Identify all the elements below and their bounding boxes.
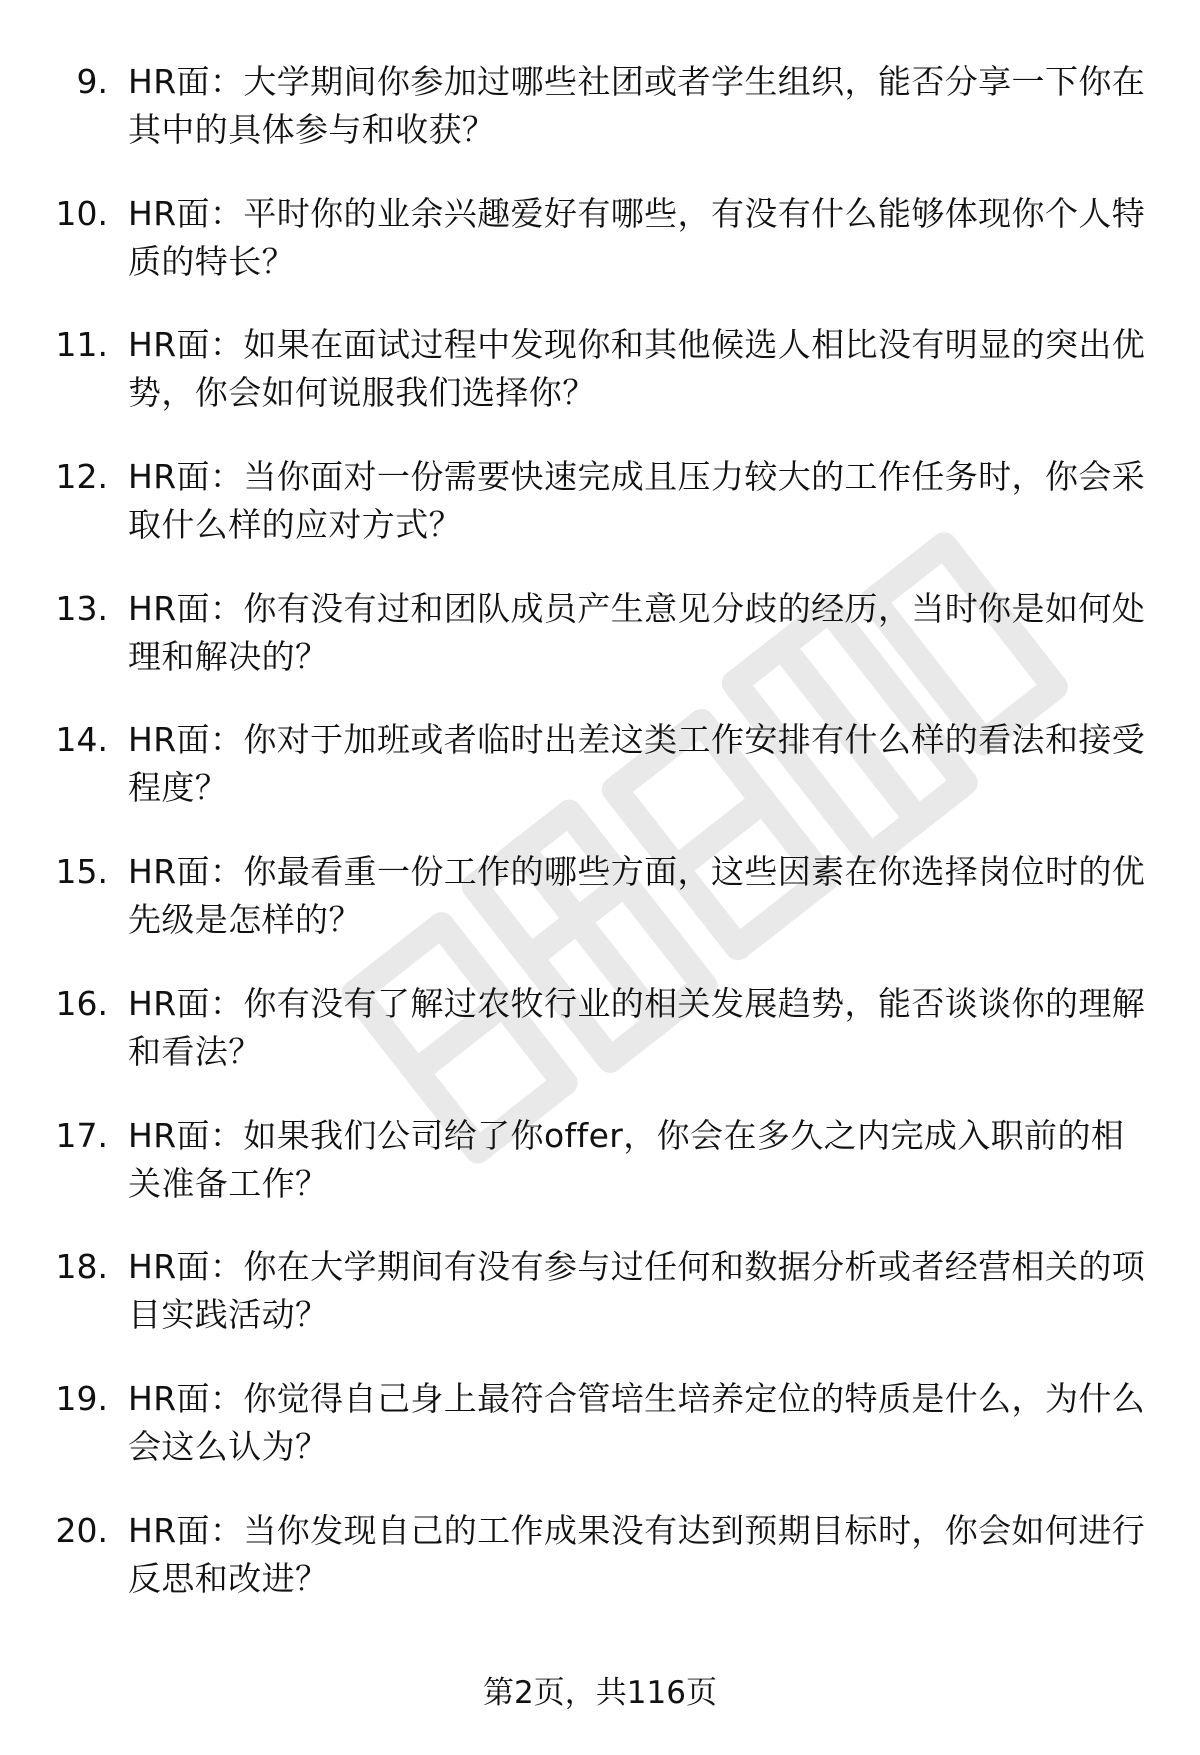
- item-number: 9.: [76, 62, 108, 101]
- item-text: HR面：你有没有了解过农牧行业的相关发展趋势，能否谈谈你的理解和看法？: [128, 983, 1146, 1071]
- item-text: HR面：当你面对一份需要快速完成且压力较大的工作任务时，你会采取什么样的应对方式？: [128, 457, 1146, 545]
- list-item: [0, 58, 1200, 190]
- item-text: HR面：你在大学期间有没有参与过任何和数据分析或者经营相关的项目实践活动？: [128, 1247, 1146, 1335]
- page-number: 第2页，共116页: [483, 1675, 717, 1711]
- list-item: [0, 321, 1200, 453]
- item-text: HR面：如果在面试过程中发现你和其他候选人相比没有明显的突出优势，你会如何说服我们选择你？: [128, 325, 1146, 413]
- list-item: [0, 1112, 1200, 1244]
- list-item: [0, 848, 1200, 980]
- item-number: 17.: [55, 1115, 108, 1155]
- item-number: 10.: [55, 193, 108, 233]
- item-text: HR面：你觉得自己身上最符合管培生培养定位的特质是什么，为什么会这么认为？: [128, 1378, 1146, 1466]
- list-item: [0, 1507, 1200, 1639]
- list-item: [0, 585, 1200, 717]
- item-number: 14.: [55, 720, 108, 760]
- list-item: [0, 453, 1200, 585]
- list-item: [0, 1243, 1200, 1375]
- item-number: 20.: [55, 1510, 108, 1550]
- item-text: HR面：平时你的业余兴趣爱好有哪些，有没有什么能够体现你个人特质的特长？: [128, 193, 1146, 281]
- item-number: 12.: [55, 457, 108, 497]
- item-number: 13.: [55, 588, 108, 628]
- list-item: [0, 716, 1200, 848]
- item-text: HR面：如果我们公司给了你offer，你会在多久之内完成入职前的相关准备工作？: [128, 1115, 1125, 1203]
- item-text: HR面：当你发现自己的工作成果没有达到预期目标时，你会如何进行反思和改进？: [128, 1510, 1146, 1598]
- item-text: HR面：你有没有过和团队成员产生意见分歧的经历，当时你是如何处理和解决的？: [128, 588, 1146, 676]
- question-list: [0, 58, 1200, 1638]
- item-number: 16.: [55, 983, 108, 1023]
- list-item: [0, 1375, 1200, 1507]
- list-item: [0, 980, 1200, 1112]
- item-number: 11.: [55, 325, 108, 365]
- item-text: HR面：你对于加班或者临时出差这类工作安排有什么样的看法和接受程度？: [128, 720, 1146, 808]
- item-text: HR面：大学期间你参加过哪些社团或者学生组织，能否分享一下你在其中的具体参与和收获？: [128, 62, 1146, 149]
- item-number: 18.: [55, 1247, 108, 1287]
- item-number: 15.: [55, 852, 108, 892]
- list-item: [0, 190, 1200, 322]
- item-number: 19.: [55, 1378, 108, 1418]
- item-text: HR面：你最看重一份工作的哪些方面，这些因素在你选择岗位时的优先级是怎样的？: [128, 852, 1146, 940]
